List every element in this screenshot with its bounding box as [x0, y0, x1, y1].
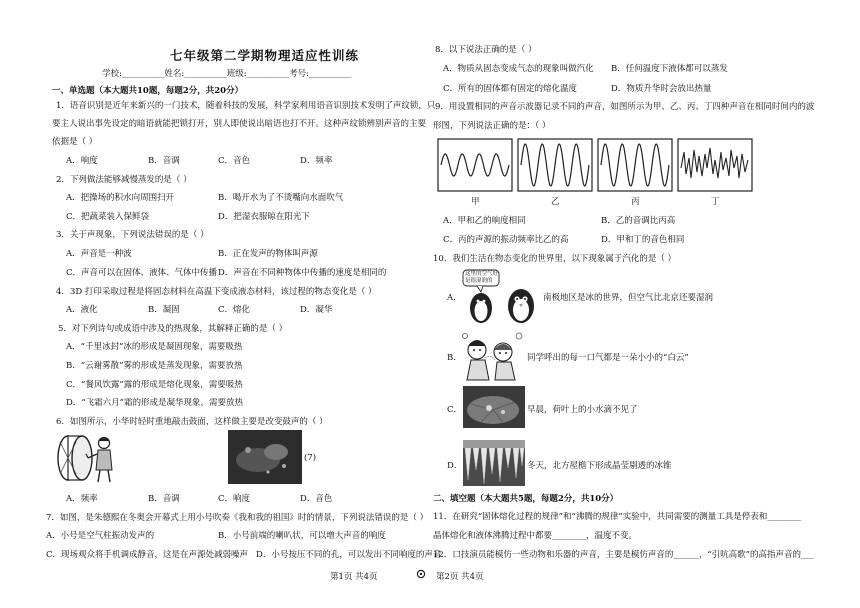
q7-option-d: D．小号按压不同的孔，可以发出不同响度的声音	[256, 550, 442, 560]
q5-option-d: D．“飞霜六月”霜的形成是凝华现象，需要放热	[66, 398, 244, 408]
q9-option-d: D．甲和丁的音色相同	[601, 235, 685, 245]
q3-option-b: B．正在发声的物体叫声源	[218, 249, 318, 259]
q4-option-b: B．凝固	[148, 305, 180, 315]
waveform-label-ding: 丁	[711, 197, 720, 207]
q2-option-c: C．把蔬菜装入保鲜袋	[66, 212, 150, 222]
q5-stem: 5．对下列诗句或成语中涉及的热现象，其解释正确的是（ ）	[58, 324, 288, 334]
q1-option-d: D．频率	[300, 156, 333, 166]
q10-letter-a: A．	[447, 293, 462, 303]
penguin-bubble-line1: 这里的空气好	[465, 271, 499, 277]
q6-option-a: A．频率	[66, 494, 98, 504]
q7-line1: 7．如图，是朱德熙在冬奥会开幕式上用小号吹奏《我和我的祖国》时的情景，下列说法错误的是（ ）	[46, 513, 429, 523]
children-breath-figure	[461, 330, 525, 382]
q8-option-d: D．物质升华时会放出热量	[611, 84, 712, 94]
icicles-photo	[463, 440, 525, 486]
q9-option-c: C．丙的声源的振动频率比乙的高	[443, 235, 569, 245]
waveform-jia	[437, 138, 513, 192]
q10-option-b-text: 同学呼出的每一口气都是一朵小小的“白云”	[527, 353, 689, 363]
q10-option-c-text: 早晨，荷叶上的小水滴不见了	[527, 405, 638, 415]
q2-stem: 2．下列做法能够减慢蒸发的是（ ）	[56, 175, 192, 185]
lotus-leaf-photo	[463, 386, 525, 428]
waveform-label-bing: 丙	[631, 197, 640, 207]
q1-option-b: B．音调	[148, 156, 180, 166]
page-title: 七年级第二学期物理适应性训练	[170, 48, 360, 63]
q10-letter-c: C．	[447, 405, 463, 415]
waveform-ding	[677, 138, 753, 192]
q9-option-a: A．甲和乙的响度相同	[443, 216, 526, 226]
q6-option-c: C．响度	[218, 494, 251, 504]
drum-photo	[228, 430, 302, 484]
waveform-label-jia: 甲	[471, 197, 480, 207]
q8-option-a: A．物质从固态变成气态的现象叫做汽化	[443, 64, 594, 74]
footer-right-page: 第2页 共4页	[436, 572, 484, 582]
waveform-yi	[517, 138, 593, 192]
q5-option-b: B．“云谢雾散”雾的形成是蒸发现象，需要放热	[66, 361, 243, 371]
q3-option-c: C．声音可以在固体、液体、气体中传播	[66, 268, 218, 278]
q1-option-c: C．音色	[218, 156, 251, 166]
waveform-label-yi: 乙	[551, 197, 560, 207]
q3-option-d: D．声音在不同种物体中传播的速度是相同的	[218, 268, 387, 278]
q8-option-b: B．任何温度下液体都可以蒸发	[611, 64, 728, 74]
section1-heading: 一、单选题（本大题共10题，每题2分，共20分）	[52, 86, 244, 96]
binding-hole-icon	[416, 569, 426, 579]
q6-option-d: D．音色	[300, 494, 333, 504]
q10-option-a-text: 南极地区是冰的世界，但空气比北京还要湿润	[543, 293, 714, 303]
q6-figure-tag: (7)	[304, 453, 317, 463]
student-info-line: 学校:__________姓名:__________班级:__________考号:__________	[102, 69, 352, 79]
q6-option-b: B．音调	[148, 494, 180, 504]
q6-stem: 6．如图所示，小华时轻时重地敲击鼓面，这样做主要是改变鼓声的（ ）	[56, 417, 328, 427]
footer-left-page: 第1页 共4页	[330, 572, 378, 582]
q9-line1: 9．用设置相同的声音示波器记录不同的声音，如图所示为甲、乙、丙、丁四种声音在相同时间内的波	[435, 102, 815, 112]
q3-option-a: A．声音是一种波	[66, 249, 132, 259]
q4-stem: 4．3D 打印采取过程是将固态材料在高温下变成液态材料，该过程的物态变化是（ ）	[56, 287, 377, 297]
q9-line2: 形图，下列说法正确的是：（ ）	[433, 121, 551, 131]
q1-option-a: A．响度	[66, 156, 98, 166]
q3-stem: 3．关于声现象，下列说法错误的是（ ）	[56, 230, 209, 240]
q2-option-b: B．喝开水为了不烫嘴向水面吹气	[218, 193, 344, 203]
q8-option-c: C．所有的固体都有固定的熔化温度	[443, 84, 578, 94]
q1-line2: 要主人说出事先设定的暗语就能把锁打开，别人即使说出暗语也打不开。这种声纹锁辨别声音的主要	[52, 119, 427, 129]
section2-heading: 二、填空题（本大题共5题，每题2分，共10分）	[433, 494, 619, 504]
q7-option-b: B．小号前端的喇叭状，可以增大声音的响度	[218, 531, 386, 541]
q4-option-c: C．熔化	[218, 305, 251, 315]
q1-line3: 依据是（ ）	[52, 137, 98, 147]
q11-line1: 11．在研究“固体熔化过程的规律”和“沸腾的规律”实验中，共同需要的测量工具是停表和________	[433, 512, 802, 522]
q7-option-a: A．小号是空气柱振动发声的	[46, 531, 155, 541]
q11-line2: 晶体熔化和液体沸腾过程中都要________，温度不变。	[433, 531, 638, 541]
q2-option-d: D．把湿衣服晾在阳光下	[218, 212, 310, 222]
q4-option-d: D．凝华	[300, 305, 333, 315]
q8-stem: 8．以下说法正确的是（ ）	[435, 45, 537, 55]
waveform-bing	[597, 138, 673, 192]
q5-option-a: A．“千里冰封”冰的形成是凝固现象，需要吸热	[66, 342, 243, 352]
q9-option-b: B．乙的音调比丙高	[601, 216, 676, 226]
q1-line1: 1．语音识别是近年来新兴的一门技术，随着科技的发展，科学家利用语音识别技术发明了声纹锁，只	[56, 101, 436, 111]
q10-letter-d: D．	[447, 461, 463, 471]
q10-stem: 10．我们生活在物态变化的世界里，以下现象属于汽化的是（ ）	[433, 254, 677, 264]
q10-letter-b: B．	[447, 353, 462, 363]
q2-option-a: A．把操场的积水向周围扫开	[66, 193, 175, 203]
q10-option-d-text: 冬天，北方屋檐下形成晶莹剔透的冰锥	[527, 461, 672, 471]
q4-option-a: A．液化	[66, 305, 98, 315]
q7-option-c: C．现场观众将手机调成静音，这是在声源处减弱噪声	[46, 550, 249, 560]
penguin-bubble-line2: 是很湿润的	[465, 278, 493, 284]
drum-player-figure	[50, 432, 120, 484]
q5-option-c: C．“餐风饮露”露的形成是熔化现象，需要吸热	[66, 380, 243, 390]
q12-line1: 12．口技演员能模仿一些动物和乐器的声音，主要是模仿声音的______，“引吭高歌”的高指声音的___	[433, 550, 814, 560]
